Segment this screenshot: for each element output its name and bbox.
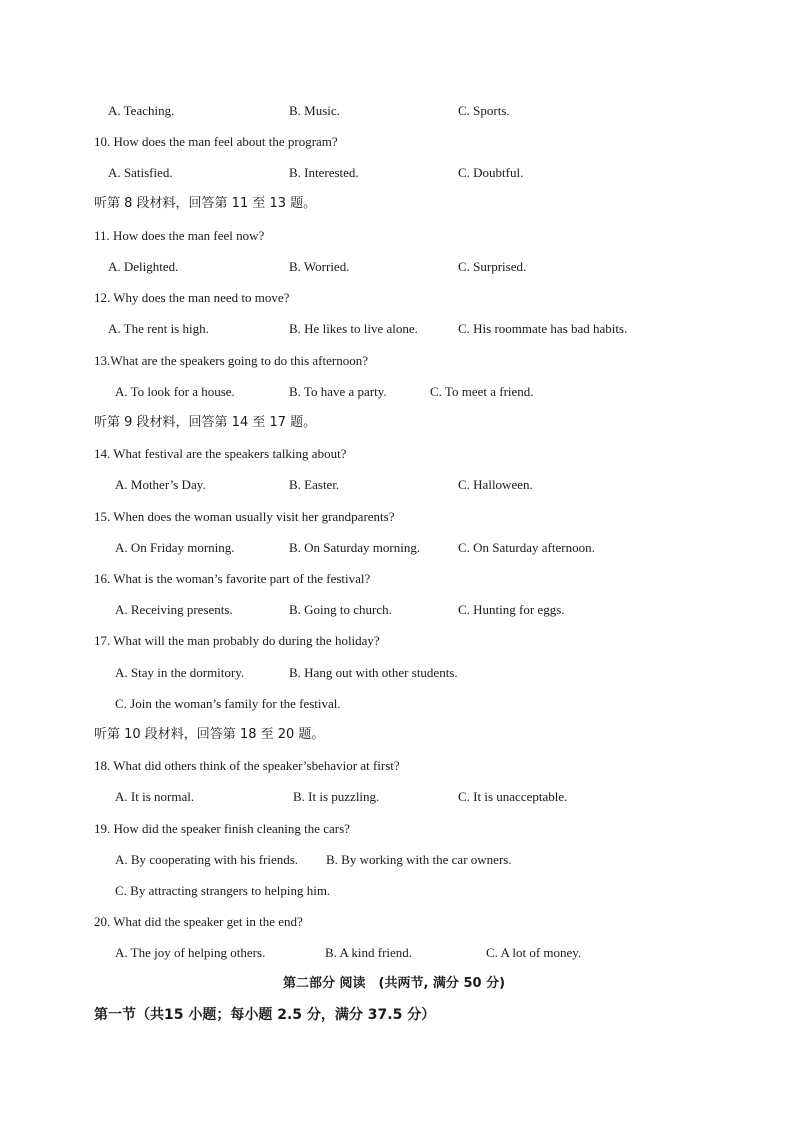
q13-question: 13.What are the speakers going to do this afternoon? <box>94 353 368 368</box>
q14-option-a: A. Mother’s Day. <box>115 477 206 492</box>
q19-option-a: A. By cooperating with his friends. <box>115 852 299 867</box>
q14-option-b: B. Easter. <box>289 477 340 492</box>
q13-option-a: A. To look for a house. <box>115 384 235 399</box>
q15-option-a: A. On Friday morning. <box>115 540 235 555</box>
q14-option-c: C. Halloween. <box>458 477 533 492</box>
q11-option-b: B. Worried. <box>289 259 350 274</box>
q16-option-b: B. Going to church. <box>289 602 392 617</box>
q13-option-b: B. To have a party. <box>289 384 387 399</box>
q17-option-c: C. Join the woman’s family for the festival. <box>115 696 341 711</box>
q10-option-c: C. Doubtful. <box>458 165 524 180</box>
q10-option-a: A. Satisfied. <box>108 165 173 180</box>
q11-option-a: A. Delighted. <box>108 259 179 274</box>
q12-option-c: C. His roommate has bad habits. <box>458 321 628 336</box>
q15-option-b: B. On Saturday morning. <box>289 540 421 555</box>
q19-question: 19. How did the speaker finish cleaning the cars? <box>94 821 350 836</box>
q19-option-c: C. By attracting strangers to helping him. <box>115 883 331 898</box>
q10-option-b: B. Interested. <box>289 165 359 180</box>
q18-option-c: C. It is unacceptable. <box>458 789 568 804</box>
instruction-passage-8: 听第 8 段材料，回答第 11 至 13 题。 <box>94 196 317 211</box>
q11-question: 11. How does the man feel now? <box>94 228 265 243</box>
q16-option-a: A. Receiving presents. <box>115 602 233 617</box>
q17-option-a: A. Stay in the dormitory. <box>115 665 245 680</box>
q20-option-c: C. A lot of money. <box>486 945 582 960</box>
q20-question: 20. What did the speaker get in the end? <box>94 914 303 929</box>
q12-question: 12. Why does the man need to move? <box>94 290 290 305</box>
q18-option-b: B. It is puzzling. <box>293 789 380 804</box>
q14-question: 14. What festival are the speakers talking about? <box>94 446 347 461</box>
part2-title: 第二部分 阅读 (共两节, 满分 50 分) <box>283 976 506 991</box>
q18-question: 18. What did others think of the speaker’sbehavior at first? <box>94 758 400 773</box>
q15-question: 15. When does the woman usually visit her grandparents? <box>94 509 395 524</box>
q15-option-c: C. On Saturday afternoon. <box>458 540 595 555</box>
q17-option-b: B. Hang out with other students. <box>289 665 458 680</box>
q18-option-a: A. It is normal. <box>115 789 195 804</box>
q16-question: 16. What is the woman’s favorite part of the festival? <box>94 571 371 586</box>
q13-option-c: C. To meet a friend. <box>430 384 534 399</box>
q16-option-c: C. Hunting for eggs. <box>458 602 565 617</box>
instruction-passage-10: 听第 10 段材料，回答第 18 至 20 题。 <box>94 727 325 742</box>
q10-question: 10. How does the man feel about the program? <box>94 134 338 149</box>
q9-option-a: A. Teaching. <box>108 103 175 118</box>
q17-question: 17. What will the man probably do during the holiday? <box>94 633 380 648</box>
q20-option-b: B. A kind friend. <box>325 945 413 960</box>
q12-option-b: B. He likes to live alone. <box>289 321 418 336</box>
instruction-passage-9: 听第 9 段材料，回答第 14 至 17 题。 <box>94 415 317 430</box>
q12-option-a: A. The rent is high. <box>108 321 209 336</box>
q11-option-c: C. Surprised. <box>458 259 527 274</box>
q20-option-a: A. The joy of helping others. <box>115 945 266 960</box>
section1-title: 第一节（共15 小题；每小题 2.5 分，满分 37.5 分） <box>94 1007 436 1023</box>
q9-option-b: B. Music. <box>289 103 340 118</box>
q19-option-b: B. By working with the car owners. <box>326 852 512 867</box>
q9-option-c: C. Sports. <box>458 103 510 118</box>
